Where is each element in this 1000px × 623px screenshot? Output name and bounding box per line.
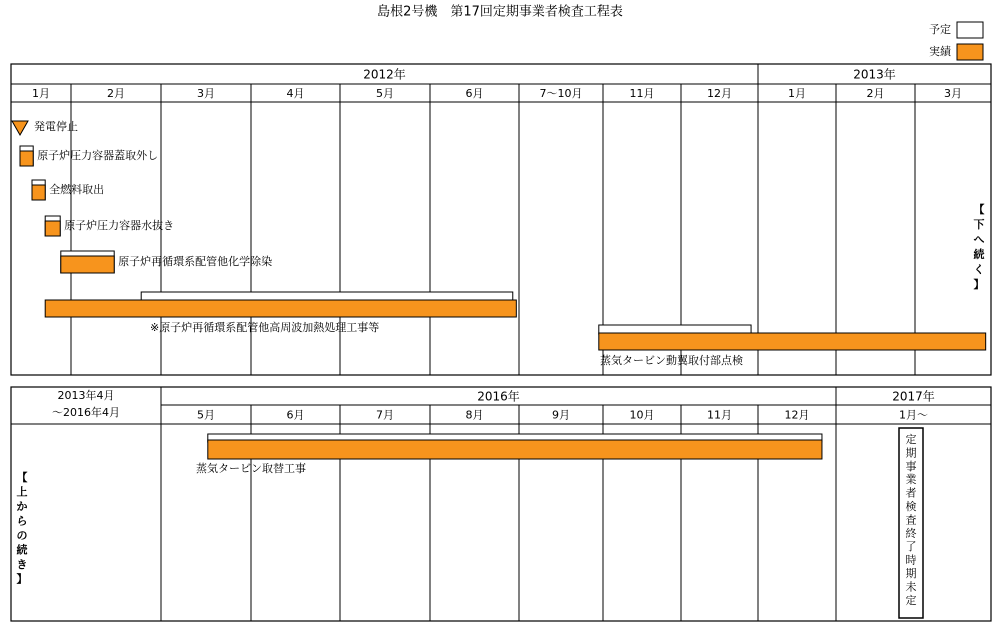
top-month-label: 2月 xyxy=(866,87,885,100)
legend-swatch-planned xyxy=(957,22,983,38)
top-side-note-char: 続 xyxy=(973,248,985,261)
top-side-note-char: へ xyxy=(973,233,985,246)
note-box-char: 検 xyxy=(905,500,917,513)
bottom-side-note-char: 】 xyxy=(16,572,28,586)
top-month-label: 3月 xyxy=(944,87,962,100)
top-month-label: 3月 xyxy=(197,87,215,100)
bottom-month-label: 9月 xyxy=(552,408,570,422)
note-box-char: 未 xyxy=(905,580,917,594)
bottom-year-label: 2017年 xyxy=(892,389,935,404)
top-month-label: 12月 xyxy=(707,87,732,100)
bottom-side-note-char: 上 xyxy=(16,485,28,499)
task-label: 蒸気タービン動翼取付部点検 xyxy=(600,354,743,367)
top-month-label: 4月 xyxy=(286,87,305,100)
bottom-month-label: 8月 xyxy=(465,408,484,422)
top-year-label: 2013年 xyxy=(853,67,896,82)
bottom-side-note-char: 続 xyxy=(16,543,28,557)
task-actual-bar xyxy=(32,185,45,200)
top-side-note-char: く xyxy=(973,263,985,276)
note-box-char: 事 xyxy=(905,459,917,473)
bottom-month-label: 5月 xyxy=(197,408,215,422)
legend-label-planned: 予定 xyxy=(929,23,951,36)
bottom-month-label: 7月 xyxy=(376,408,394,422)
note-box-char: 了 xyxy=(905,540,917,554)
top-year-label: 2012年 xyxy=(363,67,406,82)
milestone-triangle xyxy=(12,121,28,135)
bottom-side-note-char: き xyxy=(16,558,28,571)
top-month-label: 11月 xyxy=(629,87,655,100)
bottom-side-note-char: 【 xyxy=(16,471,28,484)
task-actual-bar xyxy=(45,300,516,317)
legend-swatch-actual xyxy=(957,44,983,60)
note-box-char: 業 xyxy=(905,473,917,487)
bottom-side-note-char: ら xyxy=(16,514,28,528)
note-box-char: 期 xyxy=(905,446,917,460)
task-actual-bar xyxy=(599,333,986,350)
top-side-note-char: 下 xyxy=(973,218,985,231)
bottom-panel-frame xyxy=(11,387,991,621)
note-box-char: 終 xyxy=(905,526,917,540)
task-label: 原子炉圧力容器蓋取外し xyxy=(37,149,159,162)
note-box-char: 定 xyxy=(905,593,917,607)
task-actual-bar xyxy=(45,221,60,236)
bottom-month-label: 6月 xyxy=(286,408,305,422)
bottom-month-label: 11月 xyxy=(707,408,732,422)
task-label: 原子炉圧力容器水抜き xyxy=(64,219,175,232)
top-side-note-char: 【 xyxy=(973,203,985,216)
bottom-side-note-char: の xyxy=(16,529,28,542)
top-month-label: 6月 xyxy=(465,87,484,100)
bottom-month-label: 12月 xyxy=(784,408,810,422)
task-label: 蒸気タービン取替工事 xyxy=(196,462,306,475)
top-month-label: 2月 xyxy=(107,87,125,100)
note-box-char: 期 xyxy=(905,567,917,580)
task-actual-bar xyxy=(208,440,822,459)
task-actual-bar xyxy=(61,256,114,273)
note-box-char: 査 xyxy=(905,513,917,527)
task-label: ※原子炉再循環系配管他高周波加熱処理工事等 xyxy=(150,321,380,334)
bottom-year-label: 2016年 xyxy=(477,389,520,404)
legend-label-actual: 実績 xyxy=(929,45,951,58)
bottom-lead-label: 2013年4月 xyxy=(57,389,115,402)
top-month-label: 1月 xyxy=(32,87,50,100)
bottom-month-label: 10月 xyxy=(629,408,655,422)
bottom-side-note-char: か xyxy=(16,500,28,513)
bottom-lead-label: ～2016年4月 xyxy=(52,406,120,419)
note-box-char: 時 xyxy=(905,553,917,567)
top-month-label: 7～10月 xyxy=(539,87,583,100)
task-label: 全燃料取出 xyxy=(49,183,105,196)
note-box-char: 定 xyxy=(905,433,917,446)
top-side-note-char: 】 xyxy=(973,278,985,291)
task-actual-bar xyxy=(20,151,33,166)
task-label: 原子炉再循環系配管他化学除染 xyxy=(118,255,273,268)
bottom-month-label: 1月～ xyxy=(899,408,928,422)
top-month-label: 5月 xyxy=(376,87,394,100)
top-month-label: 1月 xyxy=(788,87,806,100)
milestone-label: 発電停止 xyxy=(34,120,78,133)
chart-title: 島根2号機 第17回定期事業者検査工程表 xyxy=(377,4,623,20)
note-box-char: 者 xyxy=(905,486,917,500)
